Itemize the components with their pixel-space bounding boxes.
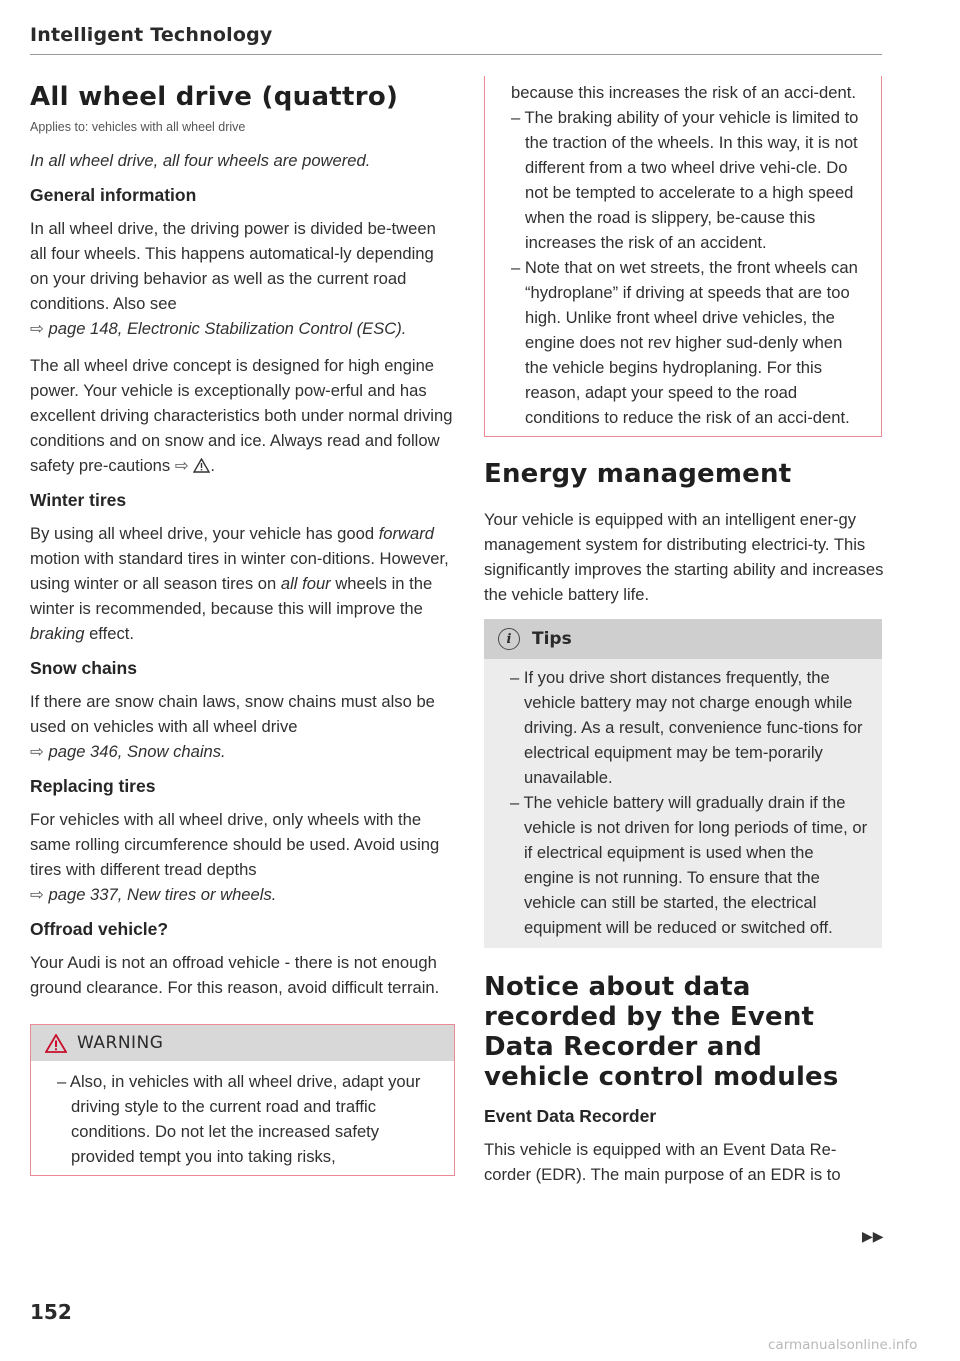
notice-heading-line-2: recorded by the Event: [484, 1002, 815, 1032]
page-number: 152: [30, 1300, 72, 1324]
new-tires-page-link[interactable]: page 337, New tires or wheels.: [48, 885, 277, 904]
notice-heading: [484, 972, 884, 1092]
winter-text-b: motion with standard tires in winter con-ditions. However, using winter or all season tires on: [30, 549, 449, 593]
general-heading: General information: [30, 185, 197, 205]
general-text-2: The all wheel drive concept is designed for high engine power. Your vehicle is exceptionally pow-erful and has excellent driving characteristics both under normal driving conditions and on snow and ice. Always read and follow safety pre-cautions: [30, 356, 453, 475]
warning-box: [30, 1024, 455, 1176]
replacing-tires-paragraph: [30, 807, 455, 907]
winter-emphasis-forward: forward: [378, 524, 435, 543]
warning-triangle-icon[interactable]: [193, 458, 210, 473]
notice-heading-line-4: vehicle control modules: [484, 1062, 839, 1092]
notice-heading-line-1: Notice about data: [484, 972, 751, 1002]
header-divider: [30, 54, 882, 55]
snow-chains-paragraph: [30, 689, 455, 764]
warning-bullet-1: – Also, in vehicles with all wheel drive, adapt your driving style to the current road and traffic conditions. Do not let the increased safety provided tempt you into taking risks,: [57, 1072, 421, 1166]
right-column: [484, 76, 884, 1199]
edr-paragraph: This vehicle is equipped with an Event Data Re-corder (EDR). The main purpose of an EDR is to: [484, 1140, 841, 1184]
page-title: All wheel drive (quattro): [30, 82, 399, 112]
edr-heading: Event Data Recorder: [484, 1106, 657, 1126]
tips-box: [484, 619, 882, 948]
esc-page-link[interactable]: page 148, Electronic Stabilization Control (ESC).: [48, 319, 407, 338]
warning-bullet-2: – The braking ability of your vehicle is limited to the traction of the wheels. In this way, it is not different from a two wheel drive vehi-cle. Do not be tempted to accelerate to a high speed when the road is slippery, be-cause this increases the risk of an accident.: [511, 108, 859, 252]
winter-tires-heading: Winter tires: [30, 490, 127, 510]
general-text: In all wheel drive, the driving power is divided be-tween all four wheels. This happens automatical-ly depending on your driving behavior as well as the current road conditions. Also see: [30, 219, 436, 313]
tips-body: [484, 659, 882, 948]
warning-header: [31, 1025, 454, 1061]
snow-text: If there are snow chain laws, snow chains must also be used on vehicles with all wheel drive: [30, 692, 435, 736]
general-paragraph-1: [30, 216, 455, 341]
notice-heading-line-3: Data Recorder and: [484, 1032, 763, 1062]
energy-heading: Energy management: [484, 459, 792, 489]
applies-to-note: Applies to: vehicles with all wheel drive: [30, 120, 246, 134]
intro-text: In all wheel drive, all four wheels are powered.: [30, 151, 371, 170]
section-header: Intelligent Technology: [30, 24, 273, 46]
tips-bullet-2: – The vehicle battery will gradually drain if the vehicle is not driven for long periods of time, or if electrical equipment is used when the engine is not running. To ensure that the vehicle can still be started, the electrical equipment will be reduced or switched off.: [510, 793, 868, 937]
continue-arrow-icon: ▶▶: [862, 1228, 884, 1244]
watermark: carmanualsonline.info: [768, 1337, 918, 1353]
tips-header: [484, 619, 882, 659]
warning-box-continued: [484, 76, 882, 437]
offroad-heading: Offroad vehicle?: [30, 919, 169, 939]
info-icon: i: [498, 628, 520, 650]
left-column: [30, 82, 455, 1324]
reference-arrow-icon: ⇨: [30, 742, 44, 761]
tips-label: Tips: [532, 629, 572, 649]
winter-emphasis-braking: braking: [30, 624, 85, 643]
snow-chains-heading: Snow chains: [30, 658, 137, 678]
warning-triangle-icon: [45, 1034, 67, 1053]
energy-paragraph: Your vehicle is equipped with an intelligent ener-gy management system for distributing electrici-ty. This significantly improves the starting ability and increases the vehicle battery life.: [484, 510, 884, 604]
reference-arrow-icon: ⇨: [30, 319, 44, 338]
warning-label: WARNING: [77, 1033, 164, 1053]
general-paragraph-2: The all wheel drive concept is designed for high engine power. Your vehicle is exceptionally pow-erful and has excellent driving characteristics both under normal driving conditions and on snow and ice. Always read and follow safety pre-cautions ⇨ .: [30, 356, 453, 475]
reference-arrow-icon: ⇨: [30, 885, 44, 904]
replacing-tires-heading: Replacing tires: [30, 776, 156, 796]
warning-bullet-1-continued: because this increases the risk of an acci-dent.: [511, 83, 856, 102]
winter-text-c: wheels in the winter is recommended, because this will improve the: [30, 574, 433, 618]
winter-text-a: By using all wheel drive, your vehicle has good: [30, 524, 375, 543]
winter-tires-paragraph: [30, 521, 455, 646]
replace-text: For vehicles with all wheel drive, only wheels with the same rolling circumference should be used. Avoid using tires with different tread depths: [30, 810, 440, 879]
tips-bullet-1: – If you drive short distances frequently, the vehicle battery may not charge enough while driving. As a result, convenience func-tions for electrical equipment may be tem-porarily unavailable.: [510, 668, 863, 787]
reference-arrow-icon: ⇨: [174, 456, 189, 475]
winter-text-d: effect.: [89, 624, 134, 643]
warning-bullet-3: – Note that on wet streets, the front wheels can “hydroplane” if driving at speeds that are too high. Unlike front wheel drive vehicles, the engine does not rev higher sud-denly when the vehicle begins hydroplaning. For this reason, adapt your speed to the road conditions to reduce the risk of an acci-dent.: [511, 258, 858, 427]
winter-emphasis-all-four: all four: [280, 574, 331, 593]
snow-chains-page-link[interactable]: page 346, Snow chains.: [48, 742, 226, 761]
offroad-paragraph: Your Audi is not an offroad vehicle - there is not enough ground clearance. For this reason, avoid difficult terrain.: [30, 953, 440, 997]
warning-body: [31, 1061, 454, 1175]
